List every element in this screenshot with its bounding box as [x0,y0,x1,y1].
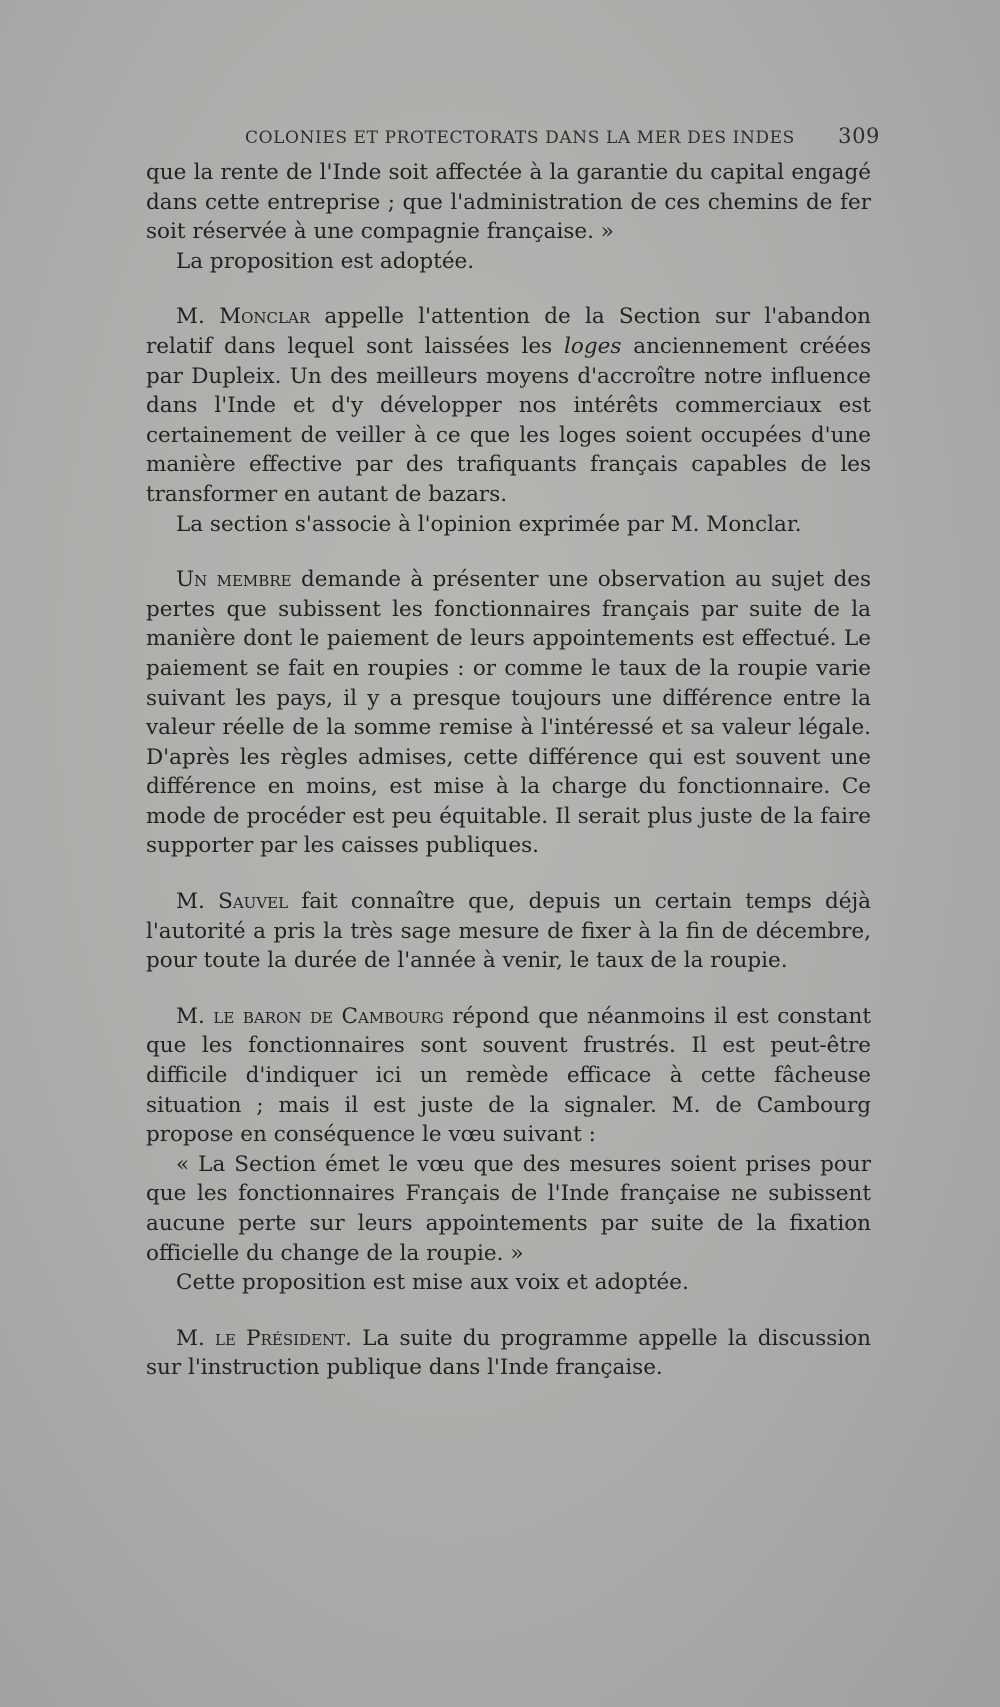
speaker-prefix: M. [176,889,219,915]
paragraph-text: répond que néanmoins il est constant que les fonctionnaires sont souvent frustrés. Il est peut-être difficile d'indiquer ici un remède efficace à cette fâcheuse situation ; mais il est juste de la signaler. M. de Cambourg propose en conséquence le vœu suivant : [146,1003,871,1148]
paragraph-text: demande à présenter une observation au sujet des pertes que subissent les fonctionnaires français par suite de la manière dont le paiement de leurs appointements est effectué. Le paiement se fait en roupies : or comme le taux de la roupie varie suivant les pays, il y a presque toujours une différence entre la valeur réelle de la somme remise à l'intéressé et sa valeur légale. D'après les règles admises, cette différence qui est souvent une différence en moins, est mise à la charge du fonctionnaire. Ce mode de procéder est peu équitable. Il serait plus juste de la faire supporter par les caisses publiques. [146,567,871,859]
speaker-name: le baron de Cambourg [213,1003,444,1029]
paragraph-text: fait connaître que, depuis un certain temps déjà l'autorité a pris la très sage mesure de fixer à la fin de décembre, pour toute la durée de l'année à venir, le taux de la roupie. [146,889,871,974]
speaker-prefix: M. [176,304,220,330]
speaker-name: Un membre [176,567,292,593]
paragraph-2: La proposition est adoptée. [176,248,475,274]
speaker-prefix: M. [176,1325,216,1351]
paragraph-5 [146,565,871,861]
paragraph-text: . La suite du programme appelle la discussion sur l'instruction publique dans l'Inde française. [146,1325,872,1381]
paragraph-4: La section s'associe à l'opinion exprimée par M. Monclar. [176,511,802,537]
paragraph-10 [146,1324,871,1383]
speaker-name: le Président [215,1325,346,1351]
paragraph-text: appelle l'attention de la Section sur l'abandon relatif dans lequel sont laissées les [146,304,872,359]
running-header [245,124,880,156]
paragraph-7 [146,1002,871,1150]
body-text [146,158,871,1383]
paragraph-9: Cette proposition est mise aux voix et adoptée. [176,1270,689,1296]
running-title: COLONIES ET PROTECTORATS DANS LA MER DES INDES [245,128,795,148]
paragraph-6 [146,887,871,976]
speaker-prefix: M. [176,1003,214,1029]
speaker-name: Sauvel [218,889,289,915]
speaker-name: Monclar [219,304,311,330]
paragraph-3 [146,302,871,509]
paragraph-text: anciennement créées par Dupleix. Un des meilleurs moyens d'accroître notre influence dans l'Inde et d'y développer nos intérêts commerciaux est certainement de veiller à ce que les loges soient occupées d'une manière effective par des trafiquants français capables de les transformer en autant de bazars. [146,333,871,507]
paragraph-8: « La Section émet le vœu que des mesures soient prises pour que les fonctionnaires Français de l'Inde française ne subissent aucune perte sur leurs appointements par suite de la fixation officielle du change de la roupie. » [146,1151,871,1266]
paragraph-1: que la rente de l'Inde soit affectée à la garantie du capital engagé dans cette entreprise ; que l'administration de ces chemins de fer soit réservée à une compagnie française. » [146,160,871,245]
italic-term: loges [564,333,622,359]
page-number: 309 [838,124,880,148]
